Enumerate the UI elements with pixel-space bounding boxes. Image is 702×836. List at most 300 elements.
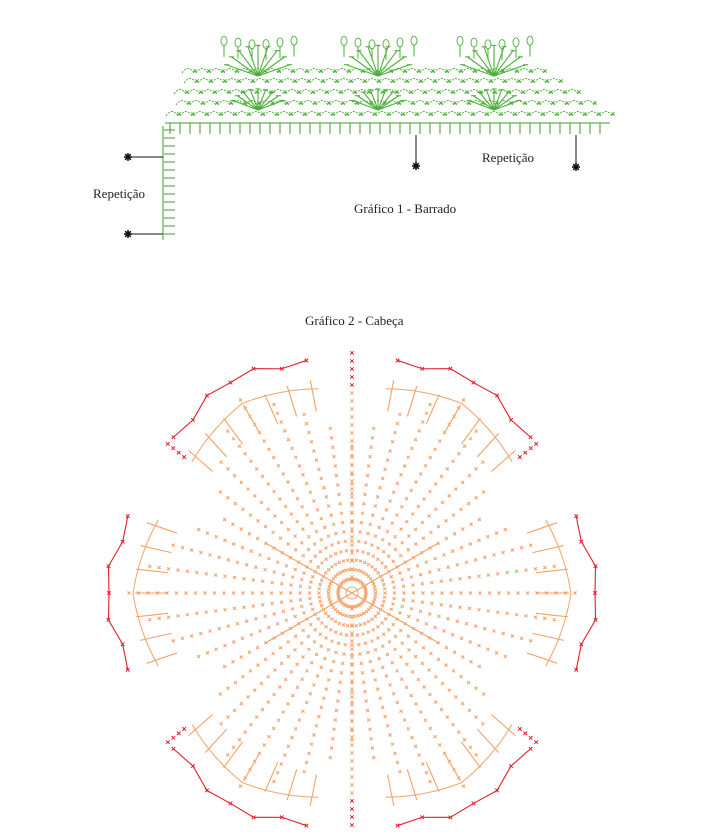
single-crochet-mark [320, 538, 323, 541]
single-crochet-mark [238, 445, 241, 448]
single-crochet-mark [399, 611, 402, 614]
single-crochet-mark [417, 678, 420, 681]
treble-crochet-mark [224, 418, 243, 444]
single-crochet-mark [271, 602, 274, 605]
treble-crochet-mark [388, 380, 394, 411]
single-crochet-mark [338, 493, 341, 496]
single-crochet-mark [400, 505, 403, 508]
single-crochet-mark [199, 632, 202, 635]
single-crochet-mark [350, 431, 353, 434]
single-crochet-mark [327, 678, 330, 681]
single-crochet-mark [320, 645, 323, 648]
single-crochet-mark [284, 678, 287, 681]
chart1-repeat-label-vertical: Repetição [93, 186, 145, 201]
single-crochet-mark [307, 535, 310, 538]
single-crochet-mark [417, 505, 420, 508]
chart1-base-row [165, 123, 610, 134]
single-crochet-mark [331, 446, 334, 449]
single-crochet-mark [372, 555, 375, 558]
single-crochet-mark [342, 560, 345, 563]
treble-crochet-mark [445, 405, 461, 433]
single-crochet-mark [422, 592, 425, 595]
single-crochet-mark [440, 708, 443, 711]
single-crochet-mark [301, 678, 304, 681]
single-crochet-mark [299, 598, 302, 601]
single-crochet-mark [327, 615, 330, 618]
single-crochet-mark [223, 665, 226, 668]
single-crochet-mark [287, 641, 290, 644]
single-crochet-mark [350, 687, 353, 690]
chain-arch-mark [212, 79, 224, 84]
chain-arch-mark [558, 112, 570, 117]
single-crochet-mark [392, 491, 395, 494]
chain-arch-mark [462, 69, 474, 74]
single-crochet-mark [388, 543, 391, 546]
single-crochet-mark [340, 633, 343, 636]
single-crochet-mark [448, 494, 451, 497]
single-crochet-mark [461, 528, 464, 531]
chart1-edging-diagram [0, 0, 702, 300]
single-crochet-mark [241, 546, 244, 549]
single-crochet-mark [396, 482, 399, 485]
single-crochet-mark [350, 351, 353, 354]
single-crochet-mark [320, 579, 323, 582]
single-crochet-mark [351, 644, 354, 647]
single-crochet-mark [350, 743, 353, 746]
single-crochet-mark [296, 497, 299, 500]
single-crochet-mark [336, 700, 339, 703]
chart1-fans [221, 36, 533, 110]
single-crochet-mark [267, 701, 270, 704]
single-crochet-mark [318, 592, 321, 595]
chain-arch-mark [306, 112, 318, 117]
single-crochet-mark [371, 747, 374, 750]
single-crochet-mark [248, 532, 251, 535]
single-crochet-mark [486, 648, 489, 651]
single-crochet-mark [412, 592, 415, 595]
single-crochet-mark [393, 592, 396, 595]
single-crochet-mark [350, 791, 353, 794]
chain-arch-mark [568, 101, 580, 106]
single-crochet-mark [386, 459, 389, 462]
single-crochet-mark [428, 514, 431, 517]
single-crochet-mark [322, 486, 325, 489]
chain-arch-mark [530, 112, 542, 117]
single-crochet-mark [465, 561, 468, 564]
single-crochet-mark [407, 635, 410, 638]
single-crochet-mark [318, 596, 321, 599]
chain-stitch-mark [369, 40, 375, 49]
treble-crochet-mark [310, 775, 316, 806]
single-crochet-mark [317, 617, 320, 620]
chain-arch-mark [180, 112, 192, 117]
chain-arch-mark [250, 112, 262, 117]
single-crochet-mark [368, 728, 371, 731]
single-crochet-mark [411, 600, 414, 603]
single-crochet-mark [446, 467, 449, 470]
single-crochet-mark [401, 605, 404, 608]
single-crochet-mark [351, 691, 354, 694]
single-crochet-mark [233, 607, 236, 610]
double-crochet-mark [467, 57, 494, 76]
single-crochet-mark [398, 413, 401, 416]
single-crochet-mark [445, 519, 448, 522]
single-crochet-mark [407, 615, 410, 618]
treble-crochet-mark [462, 742, 481, 768]
treble-crochet-mark [462, 418, 481, 444]
single-crochet-mark [421, 582, 424, 585]
single-crochet-mark [400, 678, 403, 681]
single-crochet-mark [459, 606, 462, 609]
single-crochet-mark [495, 532, 498, 535]
single-crochet-mark [327, 568, 330, 571]
single-crochet-mark [382, 550, 385, 553]
single-crochet-mark [314, 628, 317, 631]
single-crochet-mark [267, 675, 270, 678]
single-crochet-mark [451, 633, 454, 636]
single-crochet-mark [172, 435, 176, 439]
single-crochet-mark [276, 412, 279, 415]
single-crochet-mark [325, 637, 328, 640]
single-crochet-mark [393, 597, 396, 600]
single-crochet-mark [313, 543, 316, 546]
single-crochet-mark [475, 687, 478, 690]
guide-line [352, 543, 439, 593]
chain-arch-mark [552, 90, 564, 95]
single-crochet-mark [345, 549, 348, 552]
single-crochet-mark [329, 756, 332, 759]
single-crochet-mark [351, 701, 354, 704]
single-crochet-mark [330, 669, 333, 672]
single-crochet-mark [461, 702, 464, 705]
single-crochet-mark [529, 639, 532, 642]
single-crochet-mark [383, 587, 386, 590]
single-crochet-mark [371, 436, 374, 439]
single-crochet-mark [506, 571, 509, 574]
single-crochet-mark [372, 600, 375, 603]
single-crochet-mark [392, 560, 395, 563]
chain-arch-mark [540, 101, 552, 106]
single-crochet-mark [468, 576, 471, 579]
single-crochet-mark [302, 473, 305, 476]
single-crochet-mark [273, 612, 276, 615]
treble-crochet-mark [477, 729, 499, 753]
fan-motif [221, 36, 297, 110]
single-crochet-mark [247, 695, 250, 698]
single-crochet-mark [543, 617, 546, 620]
single-crochet-mark [394, 648, 397, 651]
single-crochet-mark [529, 736, 533, 740]
guide-line [265, 543, 352, 593]
single-crochet-mark [315, 530, 318, 533]
single-crochet-mark [529, 435, 533, 439]
single-crochet-mark [190, 634, 193, 637]
chain-arch-mark [422, 79, 434, 84]
single-crochet-mark [359, 570, 362, 573]
single-crochet-mark [181, 637, 184, 640]
single-crochet-mark [477, 575, 480, 578]
single-crochet-mark [350, 543, 353, 546]
single-crochet-mark [232, 640, 235, 643]
single-crochet-mark [469, 746, 472, 749]
single-crochet-mark [593, 101, 596, 104]
single-crochet-mark [330, 747, 333, 750]
single-crochet-mark [240, 481, 243, 484]
single-crochet-mark [381, 561, 384, 564]
chain-arch-mark [320, 112, 332, 117]
single-crochet-mark [256, 519, 259, 522]
single-crochet-mark [205, 611, 208, 614]
single-crochet-mark [385, 675, 388, 678]
single-crochet-mark [214, 609, 217, 612]
treble-crochet-mark [426, 394, 439, 423]
single-crochet-mark [309, 602, 312, 605]
single-crochet-mark [214, 574, 217, 577]
single-crochet-mark [359, 623, 362, 626]
single-crochet-mark [346, 559, 349, 562]
single-crochet-mark [461, 656, 464, 659]
single-crochet-mark [465, 622, 468, 625]
single-crochet-mark [320, 477, 323, 480]
single-crochet-mark [287, 438, 290, 441]
single-crochet-mark [419, 711, 422, 714]
single-crochet-mark [524, 569, 527, 572]
single-crochet-mark [344, 643, 347, 646]
single-crochet-mark [247, 488, 250, 491]
single-crochet-mark [309, 581, 312, 584]
single-crochet-mark [277, 464, 280, 467]
single-crochet-mark [313, 640, 316, 643]
single-crochet-mark [534, 567, 537, 570]
single-crochet-mark [529, 544, 532, 547]
single-crochet-mark [577, 90, 580, 93]
single-crochet-mark [330, 618, 333, 621]
chain-arch-mark [398, 90, 410, 95]
single-crochet-mark [371, 669, 374, 672]
single-crochet-mark [308, 752, 311, 755]
single-crochet-mark [374, 678, 377, 681]
single-crochet-mark [468, 474, 471, 477]
single-crochet-mark [370, 446, 373, 449]
single-crochet-mark [414, 641, 417, 644]
petal-edge-line [108, 516, 127, 670]
single-crochet-mark [428, 571, 431, 574]
single-crochet-mark [280, 762, 283, 765]
single-crochet-mark [526, 592, 529, 595]
single-crochet-mark [543, 566, 546, 569]
single-crochet-mark [329, 628, 332, 631]
chain-arch-mark [460, 112, 472, 117]
single-crochet-mark [315, 653, 318, 656]
single-crochet-mark [319, 600, 322, 603]
single-crochet-mark [303, 770, 306, 773]
single-crochet-mark [219, 693, 222, 696]
single-crochet-mark [323, 526, 326, 529]
single-crochet-mark [289, 592, 292, 595]
chain-stitch-mark [291, 36, 297, 45]
single-crochet-mark [474, 558, 477, 561]
double-crochet-mark [258, 57, 285, 76]
single-crochet-mark [405, 497, 408, 500]
single-crochet-mark [331, 543, 334, 546]
single-crochet-mark [267, 626, 270, 629]
single-crochet-mark [475, 430, 478, 433]
chain-arch-mark [292, 112, 304, 117]
single-crochet-mark [213, 592, 216, 595]
single-crochet-mark [261, 580, 264, 583]
single-crochet-mark [249, 723, 252, 726]
asterisk-icon [412, 162, 420, 170]
single-crochet-mark [334, 718, 337, 721]
single-crochet-mark [242, 577, 245, 580]
single-crochet-mark [331, 737, 334, 740]
single-crochet-mark [456, 620, 459, 623]
single-crochet-mark [382, 600, 385, 603]
single-crochet-mark [186, 613, 189, 616]
chain-arch-mark [366, 79, 378, 84]
single-crochet-mark [381, 517, 384, 520]
single-crochet-mark [447, 617, 450, 620]
single-crochet-mark [463, 738, 466, 741]
single-crochet-mark [421, 762, 424, 765]
chain-stitch-mark [249, 40, 255, 49]
single-crochet-mark [299, 585, 302, 588]
chain-arch-mark [264, 112, 276, 117]
single-crochet-mark [425, 412, 428, 415]
single-crochet-mark [423, 686, 426, 689]
single-crochet-mark [254, 566, 257, 569]
single-crochet-mark [401, 578, 404, 581]
single-crochet-mark [410, 447, 413, 450]
chain-arch-mark [554, 101, 566, 106]
single-crochet-mark [467, 681, 470, 684]
treble-crochet-mark [136, 613, 168, 617]
single-crochet-mark [320, 706, 323, 709]
single-crochet-mark [354, 615, 357, 618]
single-crochet-mark [421, 521, 424, 524]
single-crochet-mark [425, 622, 428, 625]
single-crochet-mark [280, 662, 283, 665]
single-crochet-mark [460, 675, 463, 678]
single-crochet-mark [376, 558, 379, 561]
single-crochet-mark [259, 630, 262, 633]
single-crochet-mark [482, 490, 485, 493]
chart2-title: Gráfico 2 - Cabeça [305, 313, 404, 328]
single-crochet-mark [351, 502, 354, 505]
single-crochet-mark [479, 592, 482, 595]
single-crochet-mark [441, 592, 444, 595]
single-crochet-mark [421, 421, 424, 424]
single-crochet-mark [422, 537, 425, 540]
single-crochet-mark [483, 627, 486, 630]
single-crochet-mark [315, 724, 318, 727]
chain-stitch-mark [513, 38, 519, 47]
single-crochet-mark [256, 537, 259, 540]
single-crochet-mark [361, 512, 364, 515]
single-crochet-mark [553, 565, 556, 568]
single-crochet-mark [280, 582, 283, 585]
single-crochet-mark [294, 635, 297, 638]
single-crochet-mark [452, 460, 455, 463]
single-crochet-mark [474, 625, 477, 628]
single-crochet-mark [227, 558, 230, 561]
single-crochet-mark [384, 715, 387, 718]
single-crochet-mark [226, 467, 229, 470]
treble-crochet-mark [265, 762, 278, 791]
single-crochet-mark [414, 528, 417, 531]
single-crochet-mark [316, 675, 319, 678]
single-crochet-mark [256, 664, 259, 667]
single-crochet-mark [229, 381, 233, 385]
single-crochet-mark [407, 648, 410, 651]
single-crochet-mark [244, 452, 247, 455]
single-crochet-mark [398, 770, 401, 773]
single-crochet-mark [524, 732, 528, 736]
single-crochet-mark [478, 665, 481, 668]
single-crochet-mark [384, 468, 387, 471]
chain-arch-mark [534, 79, 546, 84]
single-crochet-mark [241, 637, 244, 640]
single-crochet-mark [429, 531, 432, 534]
single-crochet-mark [390, 575, 393, 578]
single-crochet-mark [511, 634, 514, 637]
single-crochet-mark [299, 592, 302, 595]
single-crochet-mark [383, 596, 386, 599]
single-crochet-mark [437, 658, 440, 661]
single-crochet-mark [329, 427, 332, 430]
single-crochet-mark [339, 502, 342, 505]
single-crochet-mark [425, 561, 428, 564]
chain-arch-mark [314, 90, 326, 95]
single-crochet-mark [327, 595, 330, 598]
chart1-title: Gráfico 1 - Barrado [354, 201, 457, 216]
single-crochet-mark [468, 607, 471, 610]
single-crochet-mark [431, 592, 434, 595]
single-crochet-mark [611, 112, 614, 115]
single-crochet-mark [418, 754, 421, 757]
single-crochet-mark [300, 578, 303, 581]
single-crochet-mark [529, 446, 533, 450]
single-crochet-mark [232, 592, 235, 595]
double-crochet-mark [351, 57, 378, 76]
single-crochet-mark [357, 643, 360, 646]
single-crochet-mark [166, 442, 170, 446]
single-crochet-mark [205, 789, 209, 793]
single-crochet-mark [341, 662, 344, 665]
single-crochet-mark [267, 557, 270, 560]
single-crochet-mark [419, 472, 422, 475]
single-crochet-mark [280, 601, 283, 604]
single-crochet-mark [315, 459, 318, 462]
treble-crochet-mark [147, 523, 177, 533]
single-crochet-mark [445, 664, 448, 667]
single-crochet-mark [440, 475, 443, 478]
single-crochet-mark [272, 652, 275, 655]
chain-stitch-mark [471, 38, 477, 47]
single-crochet-mark [400, 655, 403, 658]
single-crochet-mark [325, 625, 328, 628]
single-crochet-mark [337, 541, 340, 544]
single-crochet-mark [309, 491, 312, 494]
single-crochet-mark [218, 556, 221, 559]
single-crochet-mark [486, 535, 489, 538]
chain-arch-mark [218, 101, 230, 106]
single-crochet-mark [172, 639, 175, 642]
single-crochet-mark [559, 79, 562, 82]
chain-arch-mark [310, 79, 322, 84]
treble-crochet-mark [536, 613, 568, 617]
single-crochet-mark [323, 657, 326, 660]
